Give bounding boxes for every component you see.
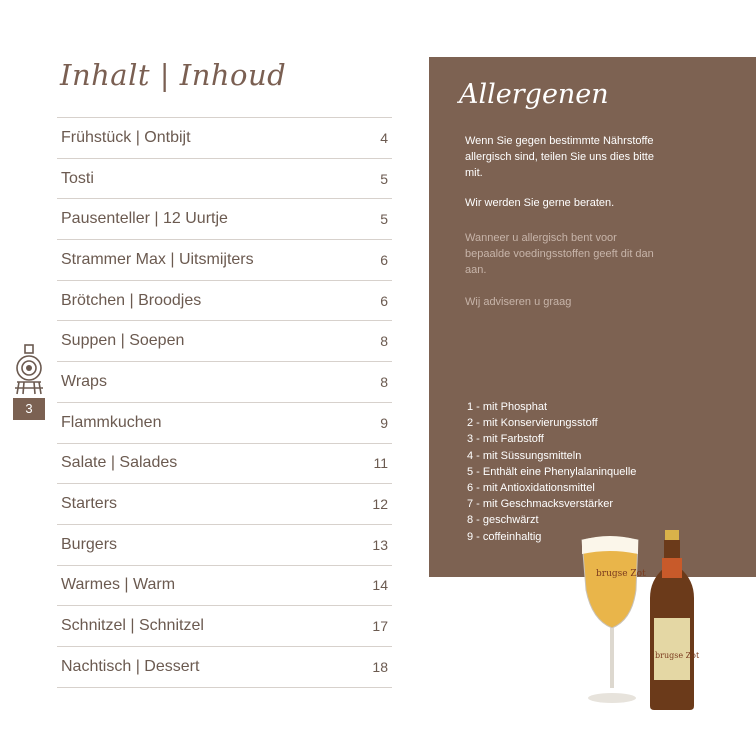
toc-row[interactable] [57,199,392,240]
toc-page-number: 12 [372,496,388,513]
toc-page-number: 8 [380,333,388,350]
allergen-item: 7 - mit Geschmacksverstärker [467,498,614,511]
allergen-item: 4 - mit Süssungsmitteln [467,449,582,462]
allergens-de-advice: Wir werden Sie gerne beraten. [465,197,615,209]
toc-page-number: 5 [380,211,388,228]
toc-label: Frühstück | Ontbijt [61,128,191,146]
allergens-nl-text: Wanneer u allergisch bent voor bepaalde voedingsstoffen geeft dit dan aan. [465,232,654,276]
toc-page-number: 4 [380,129,388,146]
page-number: 3 [13,398,45,420]
toc-label: Warmes | Warm [61,576,176,594]
toc-row[interactable] [57,403,392,444]
toc-label: Starters [61,495,118,513]
table-of-contents [57,117,392,688]
toc-page-number: 13 [372,536,388,553]
toc-row[interactable] [57,647,392,688]
toc-label: Tosti [61,169,94,187]
toc-label: Strammer Max | Uitsmijters [61,250,254,268]
toc-row[interactable] [57,240,392,281]
toc-page-number: 5 [380,170,388,187]
toc-page-number: 18 [372,658,388,675]
toc-row[interactable] [57,606,392,647]
toc-label: Burgers [61,535,118,553]
toc-page-number: 11 [373,455,388,472]
allergen-item: 2 - mit Konservierungsstoff [467,417,598,430]
toc-row[interactable] [57,321,392,362]
page-marker [13,342,45,420]
toc-title: Inhalt | Inhoud [60,58,287,92]
allergen-item: 6 - mit Antioxidationsmittel [467,482,595,495]
toc-label: Wraps [61,372,107,390]
toc-row[interactable] [57,566,392,607]
toc-row[interactable] [57,159,392,200]
toc-label: Salate | Salades [61,454,178,472]
toc-label: Schnitzel | Schnitzel [61,617,204,635]
allergens-title: Allergenen [459,79,609,110]
beer-image [570,528,710,713]
toc-page-number: 9 [380,414,388,431]
toc-row[interactable] [57,281,392,322]
toc-row[interactable] [57,444,392,485]
train-icon [13,342,45,398]
bottle-brand: brugse Zot [655,651,700,660]
toc-row[interactable] [57,118,392,159]
toc-page-number: 8 [380,373,388,390]
toc-label: Pausenteller | 12 Uurtje [61,210,228,228]
toc-label: Suppen | Soepen [61,332,185,350]
toc-page-number: 14 [372,577,388,594]
toc-page-number: 17 [372,618,388,635]
toc-row[interactable] [57,362,392,403]
allergen-item: 9 - coffeinhaltig [467,530,542,543]
toc-row[interactable] [57,525,392,566]
toc-label: Brötchen | Broodjes [61,291,202,309]
allergens-nl-advice: Wij adviseren u graag [465,296,572,308]
allergen-item: 3 - mit Farbstoff [467,433,544,446]
allergen-item: 5 - Enthält eine Phenylalaninquelle [467,465,637,478]
toc-label: Flammkuchen [61,413,162,431]
allergens-de-text: Wenn Sie gegen bestimmte Nährstoffe allergisch sind, teilen Sie uns dies bitte mit. [465,135,654,179]
toc-row[interactable] [57,484,392,525]
glass-brand: brugse Zot [596,569,646,579]
toc-page-number: 6 [380,251,388,268]
allergen-item: 1 - mit Phosphat [467,401,548,413]
allergens-panel [429,57,756,577]
allergen-list [467,399,636,545]
allergen-item: 8 - geschwärzt [467,514,539,527]
toc-label: Nachtisch | Dessert [61,657,200,675]
toc-page-number: 6 [380,292,388,309]
